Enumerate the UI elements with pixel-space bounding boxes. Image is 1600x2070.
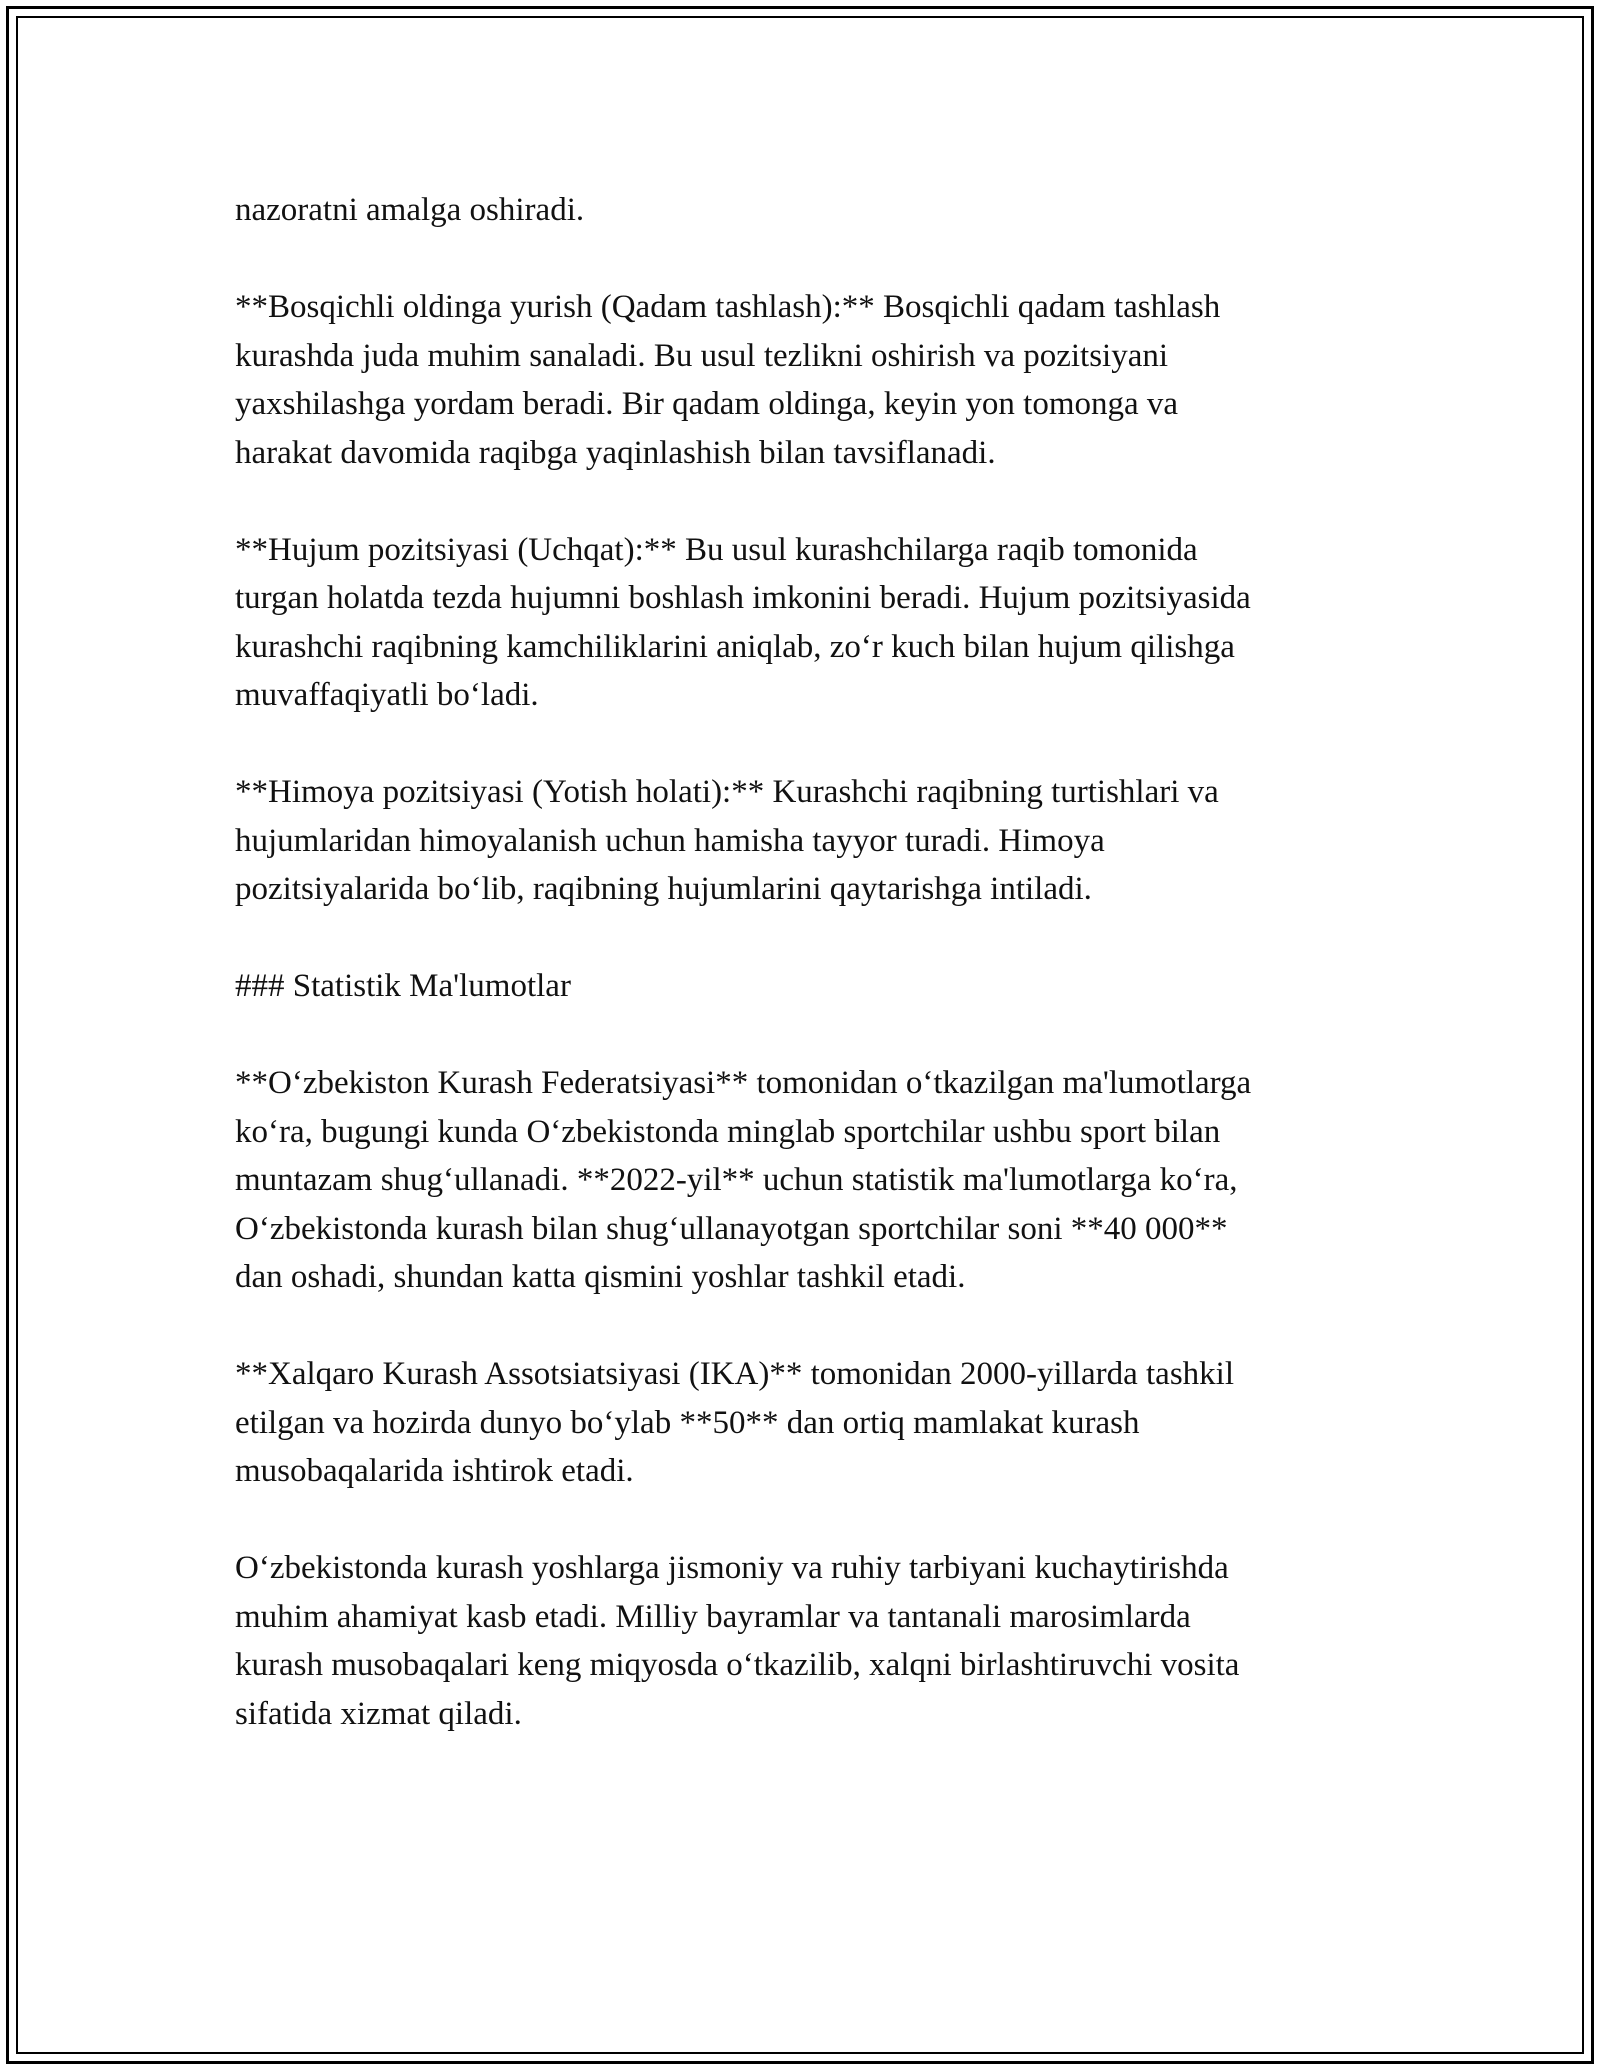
- paragraph-continuation: nazoratni amalga oshiradi.: [235, 192, 585, 228]
- section-heading-statistics: ### Statistik Ma'lumotlar: [235, 968, 571, 1004]
- paragraph-ika: **Xalqaro Kurash Assotsiatsiyasi (IKA)** tomonidan 2000-yillarda tashkil etilgan va hozirda dunyo bo‘ylab **50** dan ortiq mamlakat kurash musobaqalarida ishtirok etadi.: [235, 1356, 1235, 1489]
- document-body: [235, 186, 1385, 1787]
- paragraph-defense-position: **Himoya pozitsiyasi (Yotish holati):** Kurashchi raqibning turtishlari va hujumlaridan himoyalanish uchun hamisha tayyor turadi. Himoya pozitsiyalarida bo‘lib, raqibning hujumlarini qaytarishga intiladi.: [235, 774, 1219, 907]
- paragraph-attack-position: **Hujum pozitsiyasi (Uchqat):** Bu usul kurashchilarga raqib tomonida turgan holatda tezda hujumni boshlash imkonini beradi. Hujum pozitsiyasida kurashchi raqibning kamchiliklarini aniqlab, zo‘r kuch bilan hujum qilishga muvaffaqiyatli bo‘ladi.: [235, 531, 1251, 713]
- paragraph-youth-importance: O‘zbekistonda kurash yoshlarga jismoniy va ruhiy tarbiyani kuchaytirishda muhim ahamiyat kasb etadi. Milliy bayramlar va tantanali marosimlarda kurash musobaqalari keng miqyosda o‘tkazilib, xalqni birlashtiruvchi vosita sifatida xizmat qiladi.: [235, 1550, 1240, 1732]
- paragraph-federation-statistics: **O‘zbekiston Kurash Federatsiyasi** tomonidan o‘tkazilgan ma'lumotlarga ko‘ra, bugungi kunda O‘zbekistonda minglab sportchilar ushbu sport bilan muntazam shug‘ullanadi. **2022-yil** uchun statistik ma'lumotlarga ko‘ra, O‘zbekistonda kurash bilan shug‘ullanayotgan sportchilar soni **40 000** dan oshadi, shundan katta qismini yoshlar tashkil etadi.: [235, 1065, 1252, 1295]
- paragraph-step-forward: **Bosqichli oldinga yurish (Qadam tashlash):** Bosqichli qadam tashlash kurashda juda muhim sanaladi. Bu usul tezlikni oshirish va pozitsiyani yaxshilashga yordam beradi. Bir qadam oldinga, keyin yon tomonga va harakat davomida raqibga yaqinlashish bilan tavsiflanadi.: [235, 289, 1221, 471]
